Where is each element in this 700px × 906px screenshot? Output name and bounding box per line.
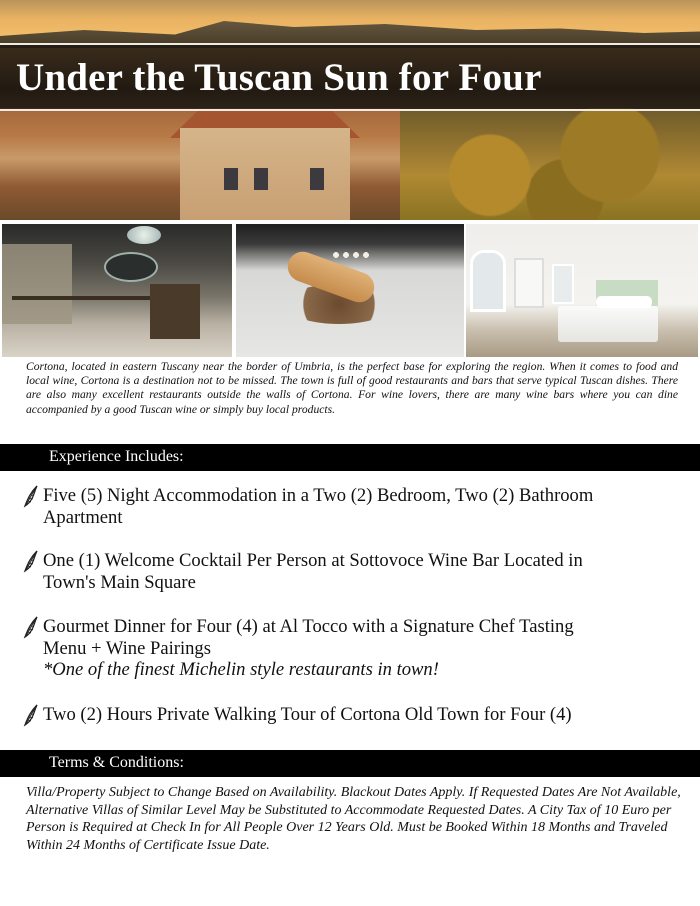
list-item-text (43, 550, 673, 593)
page-title: Under the Tuscan Sun for Four (16, 56, 542, 99)
list-item-note: *One of the finest Michelin style restaurants in town! (43, 659, 439, 680)
photo-lamp (127, 226, 161, 244)
list-item-line: Five (5) Night Accommodation in a Two (2) Bedroom, Two (2) Bathroom (43, 485, 594, 506)
photo-bar-counter (150, 284, 200, 339)
restaurant-interior-photo (2, 224, 232, 357)
bedroom-photo (466, 224, 698, 357)
hero-window (224, 168, 238, 190)
photo-mirror (106, 254, 156, 280)
list-item-text (43, 485, 673, 528)
feather-bullet-icon (22, 703, 40, 727)
terms-heading-band (0, 750, 700, 777)
list-item-line: Apartment (43, 506, 123, 528)
feather-bullet-icon (22, 549, 40, 573)
photo-arched-window (470, 250, 506, 312)
list-item-text (43, 704, 673, 726)
list-item-line: Two (2) Hours Private Walking Tour of Cortona Old Town for Four (4) (43, 704, 572, 725)
photo-wall (2, 244, 72, 324)
list-item-text (43, 616, 673, 681)
hero-window (254, 168, 268, 190)
list-item-line: Menu + Wine Pairings (43, 637, 211, 659)
photo-bed (558, 306, 658, 342)
gourmet-dessert-photo (236, 224, 464, 357)
experience-heading: Experience Includes: (49, 448, 184, 465)
feather-bullet-icon (22, 615, 40, 639)
hero-window (310, 168, 324, 190)
experience-heading-band (0, 444, 700, 471)
photo-table (12, 296, 162, 300)
feather-bullet-icon (22, 484, 40, 508)
list-item-line: Town's Main Square (43, 571, 196, 593)
photo-cream-dots (331, 250, 371, 260)
hero-autumn-trees (400, 108, 700, 220)
photo-shelf (514, 258, 544, 308)
terms-paragraph: Villa/Property Subject to Change Based on Availability. Blackout Dates Apply. If Requested Dates Are Not Available, Alternative Villas of Similar Level May be Substituted to Accommodate Requested Dates. A City Tax of 10 Euro per Person is Required at Check In for All People Over 12 Years Old. Must be Booked Within 18 Months and Traveled Within 24 Months of Certificate Issue Date. (26, 785, 681, 853)
hero-house (180, 128, 350, 220)
terms-heading: Terms & Conditions: (49, 754, 184, 771)
list-item-line: Gourmet Dinner for Four (4) at Al Tocco with a Signature Chef Tasting (43, 616, 574, 637)
intro-paragraph: Cortona, located in eastern Tuscany near the border of Umbria, is the perfect base for exploring the region. When it comes to food and local wine, Cortona is a destination not to be missed. The town is full of good restaurants and bars that serve typical Tuscan dishes. There are also many excellent restaurants outside the walls of Cortona. For wine lovers, there are many wine bars where you can dine accompanied by a good Tuscan wine or simply buy local products. (26, 360, 678, 416)
photo-pillow (596, 296, 652, 308)
title-band (0, 43, 700, 111)
list-item-line: One (1) Welcome Cocktail Per Person at Sottovoce Wine Bar Located in (43, 550, 583, 571)
photo-window (552, 264, 574, 304)
